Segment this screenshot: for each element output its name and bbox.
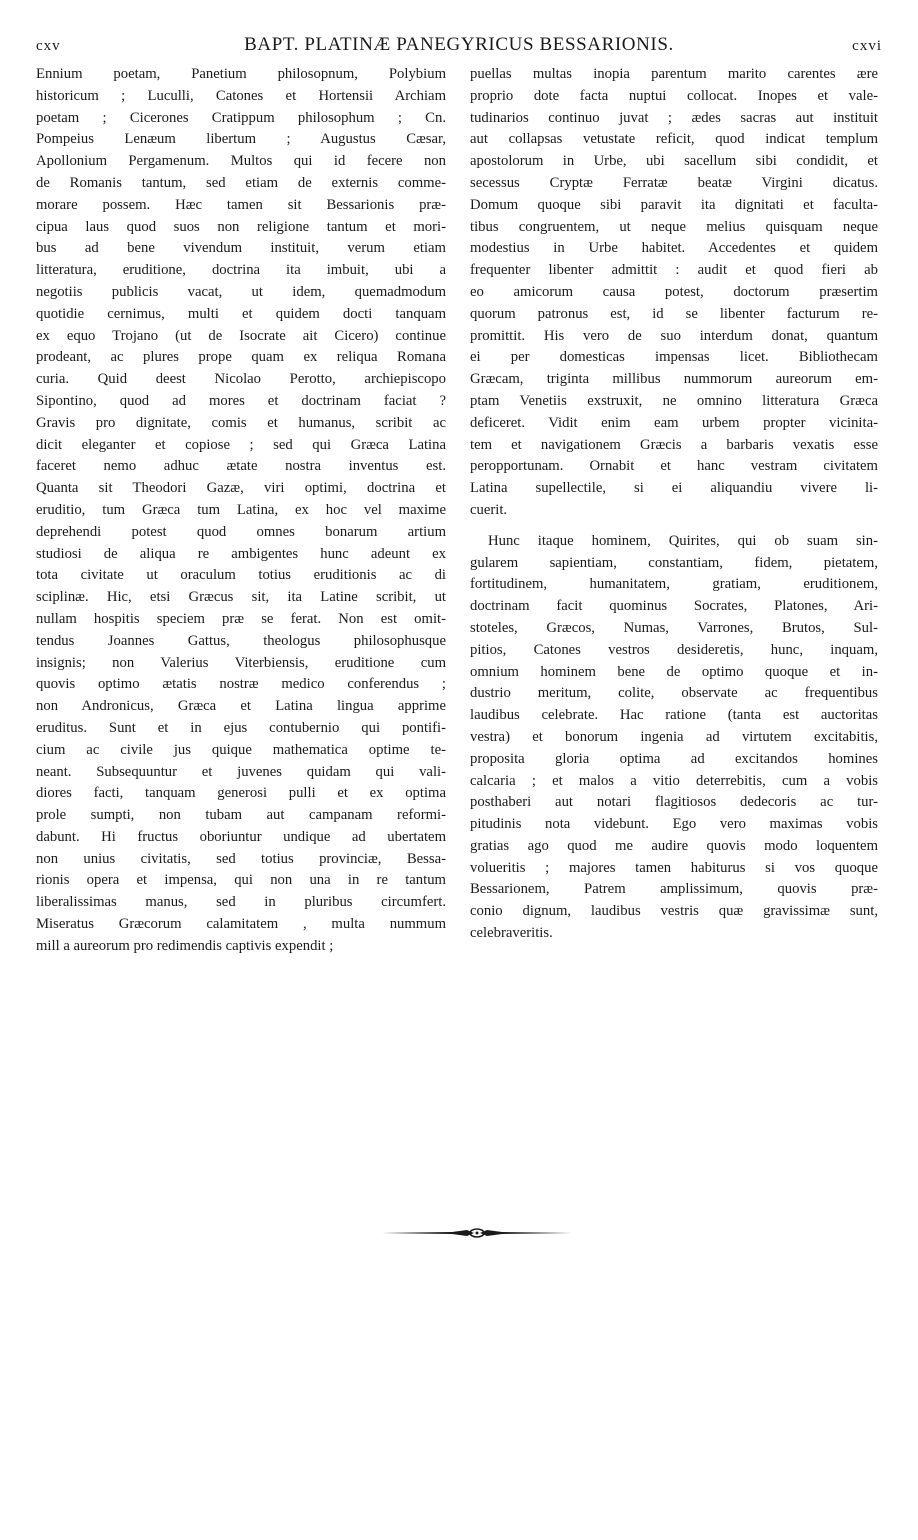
text-line: Gravis pro dignitate, comis et humanus, scribit ac xyxy=(36,414,446,431)
text-line: dabunt. Hi fructus oboriuntur undique ad ubertatem xyxy=(36,828,446,845)
right-paragraph-2 xyxy=(470,531,878,945)
text-line: Pompeius Lenæum libertum ; Augustus Cæsar, xyxy=(36,131,446,148)
text-line: deficeret. Vidit enim eam urbem propter vicinita- xyxy=(470,414,878,431)
text-line: diores facti, tanquam generosi pulli et ex optima xyxy=(36,785,446,802)
text-line: sciplinæ. Hic, etsi Græcus sit, ita Latine scribit, ut xyxy=(36,589,446,606)
text-line: conio dignum, laudibus vestris quæ gravissimæ sunt, xyxy=(470,903,878,920)
text-line: tota civitate ut oraculum totius eruditionis ac di xyxy=(36,567,446,584)
right-column xyxy=(470,64,878,945)
text-line: quovis optimo ætatis nostræ medico conferendus ; xyxy=(36,676,446,693)
text-line: Sipontino, quod ad mores et doctrinam faciat ? xyxy=(36,392,446,409)
paragraph-gap xyxy=(470,522,878,531)
text-line: de Romanis tantum, sed etiam de externis comme- xyxy=(36,174,446,191)
text-line: morare possem. Hæc tamen sit Bessarionis præ- xyxy=(36,196,446,213)
text-line: fortitudinem, humanitatem, gratiam, eruditionem, xyxy=(470,576,878,593)
text-line: eruditus. Sunt et in ejus contubernio qui pontifi- xyxy=(36,719,446,736)
page-number-right: cxvi xyxy=(852,38,882,54)
text-line: negotiis publicis vacat, ut idem, quemadmodum xyxy=(36,283,446,300)
text-line: tibus congruentem, ut neque melius quisquam neque xyxy=(470,218,878,235)
text-line: pitudinis nota videbunt. Ego vero maximas vobis xyxy=(470,816,878,833)
page-number-left: cxv xyxy=(36,38,61,54)
text-line: omnium hominem bene de optimo quoque et in- xyxy=(470,663,878,680)
text-line: tudinarios continuo juvat ; ædes sacras aut instituit xyxy=(470,109,878,126)
text-line: ex equo Trojano (ut de Isocrate ait Cicero) continue xyxy=(36,327,446,344)
text-line: proprio dote facta nuptui collocat. Inopes et vale- xyxy=(470,87,878,104)
text-line: tendus Joannes Gattus, theologus philosophusque xyxy=(36,632,446,649)
text-line: historicum ; Luculli, Catones et Hortensii Archiam xyxy=(36,87,446,104)
text-line: Apollonium Pergamenum. Multos qui id fecere non xyxy=(36,153,446,170)
text-line: Bessarionem, Patrem amplissimum, quovis præ- xyxy=(470,881,878,898)
text-line: doctrinam facit quominus Socrates, Platones, Ari- xyxy=(470,598,878,615)
text-line: bus ad bene vivendum instituit, verum etiam xyxy=(36,240,446,257)
text-line: poetam ; Cicerones Cratippum philosophum ; Cn. xyxy=(36,109,446,126)
text-line: faceret nemo adhuc ætate nostra inventus est. xyxy=(36,458,446,475)
text-line: tem et navigationem Græcis a barbaris vexatis esse xyxy=(470,436,878,453)
text-line: eruditio, tum Græca tum Latina, ex hoc vel maxime xyxy=(36,501,446,518)
text-line: vestra) et bonorum ingenia ad virtutem excitabitis, xyxy=(470,728,878,745)
text-line: stoteles, Græcos, Numas, Varrones, Brutos, Sul- xyxy=(470,619,878,636)
page-title: BAPT. PLATINÆ PANEGYRICUS BESSARIONIS. xyxy=(244,34,674,55)
text-line: Domum quoque sibi paravit ita dignitati et faculta- xyxy=(470,196,878,213)
text-line: Miseratus Græcorum calamitatem , multa nummum xyxy=(36,916,446,933)
text-line: non Andronicus, Græca et Latina lingua apprime xyxy=(36,698,446,715)
text-line: ptam Venetiis exstruxit, ne omnino litteratura Græca xyxy=(470,392,878,409)
text-line: litteratura, eruditione, doctrina ita imbuit, ubi a xyxy=(36,262,446,279)
text-line: secessus Cryptæ Ferratæ beatæ Virgini dicatus. xyxy=(470,174,878,191)
text-line: Latina supellectile, si ei aliquandiu vivere li- xyxy=(470,480,878,497)
text-line: modestius in Urbe habitet. Accedentes et quidem xyxy=(470,240,878,257)
text-line: pitios, Catones vestros desideretis, hunc, inquam, xyxy=(470,641,878,658)
text-line: rionis opera et impensa, qui non una in re tantum xyxy=(36,872,446,889)
text-line: studiosi de aliqua re ambigentes hunc adeunt ex xyxy=(36,545,446,562)
text-line: cium ac civile jus quique mathematica optime te- xyxy=(36,741,446,758)
text-line: celebraveritis. xyxy=(470,925,553,942)
text-line: ei per domesticas impensas licet. Bibliothecam xyxy=(470,349,878,366)
text-line: frequenter libenter admittit : audit et quod fieri ab xyxy=(470,262,878,279)
text-line: laudibus celebrate. Hac ratione (tanta est auctoritas xyxy=(470,707,878,724)
text-line: apostolorum in Urbe, ubi sacellum sibi condidit, et xyxy=(470,153,878,170)
text-line: aut collapsas vetustate reficit, quod indicat templum xyxy=(470,131,878,148)
text-line: nullam hospitis speciem præ se ferat. Non est omit- xyxy=(36,610,446,627)
text-line: mill a aureorum pro redimendis captivis expendit ; xyxy=(36,937,334,954)
text-line: Græcam, triginta millibus nummorum aureorum em- xyxy=(470,371,878,388)
text-line: quorum patronus est, id se libenter facturum re- xyxy=(470,305,878,322)
text-line: non unius civitatis, sed totius provinciæ, Bessa- xyxy=(36,850,446,867)
text-line: Hunc itaque hominem, Quirites, qui ob suam sin- xyxy=(488,532,878,549)
text-line: prodeant, ac plures prope quam ex reliqua Romana xyxy=(36,349,446,366)
ornament-rule-icon xyxy=(382,1226,572,1240)
text-line: eo amicorum causa potest, doctorum præsertim xyxy=(470,283,878,300)
running-header xyxy=(0,34,918,64)
text-line: puellas multas inopia parentum marito carentes ære xyxy=(470,66,878,82)
text-line: cipua laus quod suos non religione tantum et mori- xyxy=(36,218,446,235)
text-line: calcaria ; et malos a vitio deterrebitis, cum a vobis xyxy=(470,772,878,789)
right-paragraph-1 xyxy=(470,64,878,522)
text-line: dustrio meritum, colite, observate ac frequentibus xyxy=(470,685,878,702)
text-line: posthaberi aut notari flagitiosos dedecoris ac tur- xyxy=(470,794,878,811)
text-line: gratias ago quod me audire quovis modo loquentem xyxy=(470,837,878,854)
text-line: gularem sapientiam, constantiam, fidem, pietatem, xyxy=(470,554,878,571)
text-line: Ennium poetam, Panetium philosopnum, Polybium xyxy=(36,66,446,82)
text-line: volueritis ; majores tamen habiturus si vos quoque xyxy=(470,859,878,876)
text-line: liberalissimas manus, sed in pluribus circumfert. xyxy=(36,894,446,911)
text-line: proposita gloria optima ad excitandos homines xyxy=(470,750,878,767)
text-line: Quanta sit Theodori Gazæ, viri optimi, doctrina et xyxy=(36,480,446,497)
text-line: cuerit. xyxy=(470,501,508,518)
text-line: peropportunam. Ornabit et hanc vestram civitatem xyxy=(470,458,878,475)
text-line: prole sumpti, non tubam aut campanam reformi- xyxy=(36,807,446,824)
text-line: dicit eleganter et copiose ; sed qui Græca Latina xyxy=(36,436,446,453)
text-line: neant. Subsequuntur et juvenes quidam qui vali- xyxy=(36,763,446,780)
left-column xyxy=(36,64,446,958)
text-line: quotidie cernimus, multi et quidem docti tanquam xyxy=(36,305,446,322)
text-line: insignis; non Valerius Viterbiensis, eruditione cum xyxy=(36,654,446,671)
text-line: promittit. His vero de suo interdum donat, quantum xyxy=(470,327,878,344)
text-line: deprehendi potest quod omnes bonarum artium xyxy=(36,523,446,540)
text-line: curia. Quid deest Nicolao Perotto, archiepiscopo xyxy=(36,371,446,388)
